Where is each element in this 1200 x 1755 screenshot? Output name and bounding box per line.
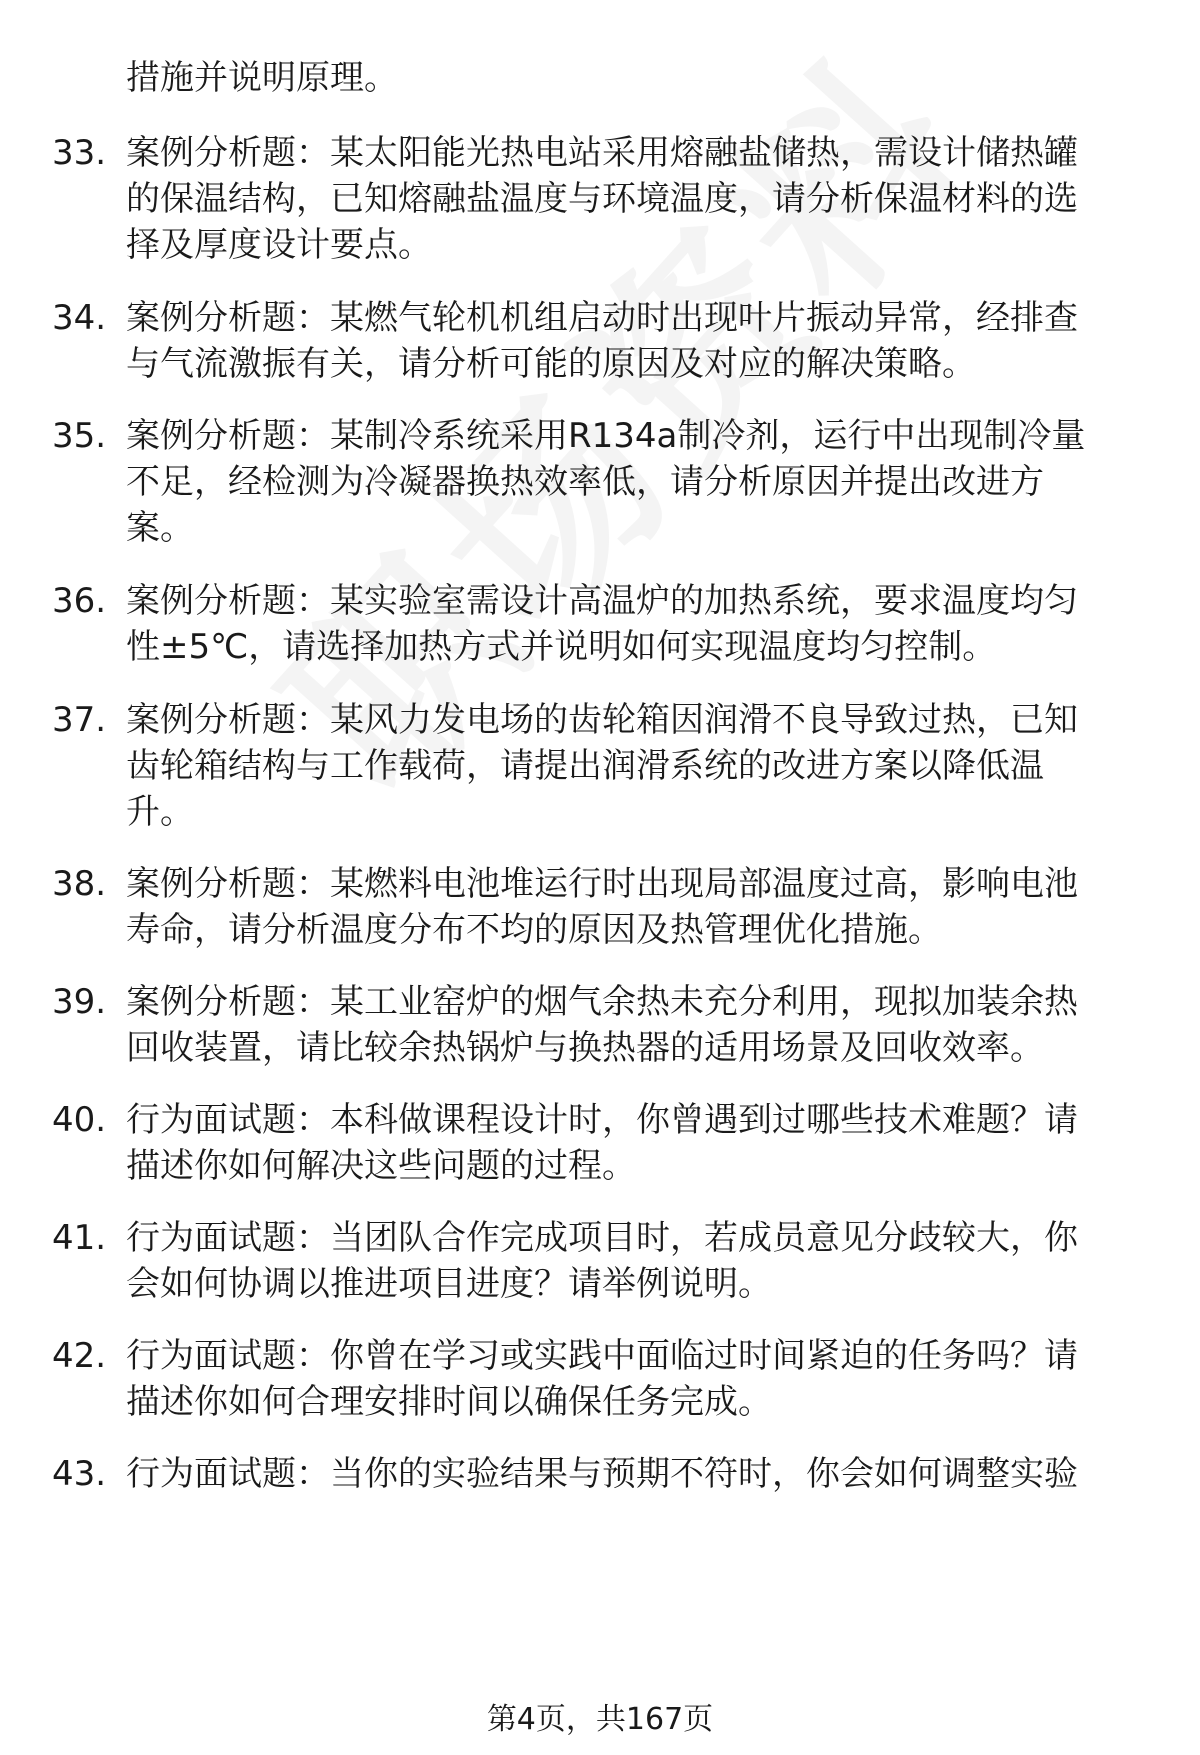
page-footer: 第4页，共167页 <box>486 1702 714 1737</box>
question-text-line: 案例分析题：某风力发电场的齿轮箱因润滑不良导致过热，已知 <box>126 700 1078 740</box>
question-text-line: 齿轮箱结构与工作载荷，请提出润滑系统的改进方案以降低温 <box>126 746 1044 786</box>
question-text-line: 案例分析题：某燃气轮机机组启动时出现叶片振动异常，经排查 <box>126 298 1078 338</box>
question-text-line: 行为面试题：当你的实验结果与预期不符时，你会如何调整实验 <box>126 1454 1078 1494</box>
intro-line: 措施并说明原理。 <box>126 58 398 98</box>
question-text-line: 不足，经检测为冷凝器换热效率低，请分析原因并提出改进方 <box>126 462 1044 502</box>
question-text-line: 案例分析题：某太阳能光热电站采用熔融盐储热，需设计储热罐 <box>126 133 1078 173</box>
question-text-line: 会如何协调以推进项目进度？请举例说明。 <box>126 1264 772 1304</box>
question-text-line: 行为面试题：你曾在学习或实践中面临过时间紧迫的任务吗？请 <box>126 1336 1078 1376</box>
question-text-line: 案例分析题：某制冷系统采用R134a制冷剂，运行中出现制冷量 <box>126 416 1086 456</box>
question-number: 42. <box>52 1336 107 1376</box>
question-number: 38. <box>52 864 107 904</box>
question-number: 39. <box>52 982 107 1022</box>
question-number: 34. <box>52 298 107 338</box>
question-text-line: 案例分析题：某工业窑炉的烟气余热未充分利用，现拟加装余热 <box>126 982 1078 1022</box>
question-text-line: 案例分析题：某实验室需设计高温炉的加热系统，要求温度均匀 <box>126 581 1078 621</box>
question-number: 35. <box>52 416 107 456</box>
question-text-line: 行为面试题：当团队合作完成项目时，若成员意见分歧较大，你 <box>126 1218 1078 1258</box>
question-text-line: 回收装置，请比较余热锅炉与换热器的适用场景及回收效率。 <box>126 1028 1044 1068</box>
question-number: 37. <box>52 700 107 740</box>
question-number: 41. <box>52 1218 107 1258</box>
question-text-line: 行为面试题：本科做课程设计时，你曾遇到过哪些技术难题？请 <box>126 1100 1078 1140</box>
question-number: 36. <box>52 581 107 621</box>
question-text-line: 与气流激振有关，请分析可能的原因及对应的解决策略。 <box>126 344 976 384</box>
question-text-line: 性±5℃，请选择加热方式并说明如何实现温度均匀控制。 <box>126 627 997 667</box>
question-text-line: 升。 <box>126 792 194 832</box>
question-number: 40. <box>52 1100 107 1140</box>
question-text-line: 寿命，请分析温度分布不均的原因及热管理优化措施。 <box>126 910 942 950</box>
question-text-line: 的保温结构，已知熔融盐温度与环境温度，请分析保温材料的选 <box>126 179 1078 219</box>
question-text-line: 案。 <box>126 508 194 548</box>
question-text-line: 描述你如何合理安排时间以确保任务完成。 <box>126 1382 772 1422</box>
question-number: 43. <box>52 1454 107 1494</box>
question-text-line: 案例分析题：某燃料电池堆运行时出现局部温度过高，影响电池 <box>126 864 1078 904</box>
question-text-line: 择及厚度设计要点。 <box>126 225 432 265</box>
question-text-line: 描述你如何解决这些问题的过程。 <box>126 1146 636 1186</box>
question-number: 33. <box>52 133 107 173</box>
